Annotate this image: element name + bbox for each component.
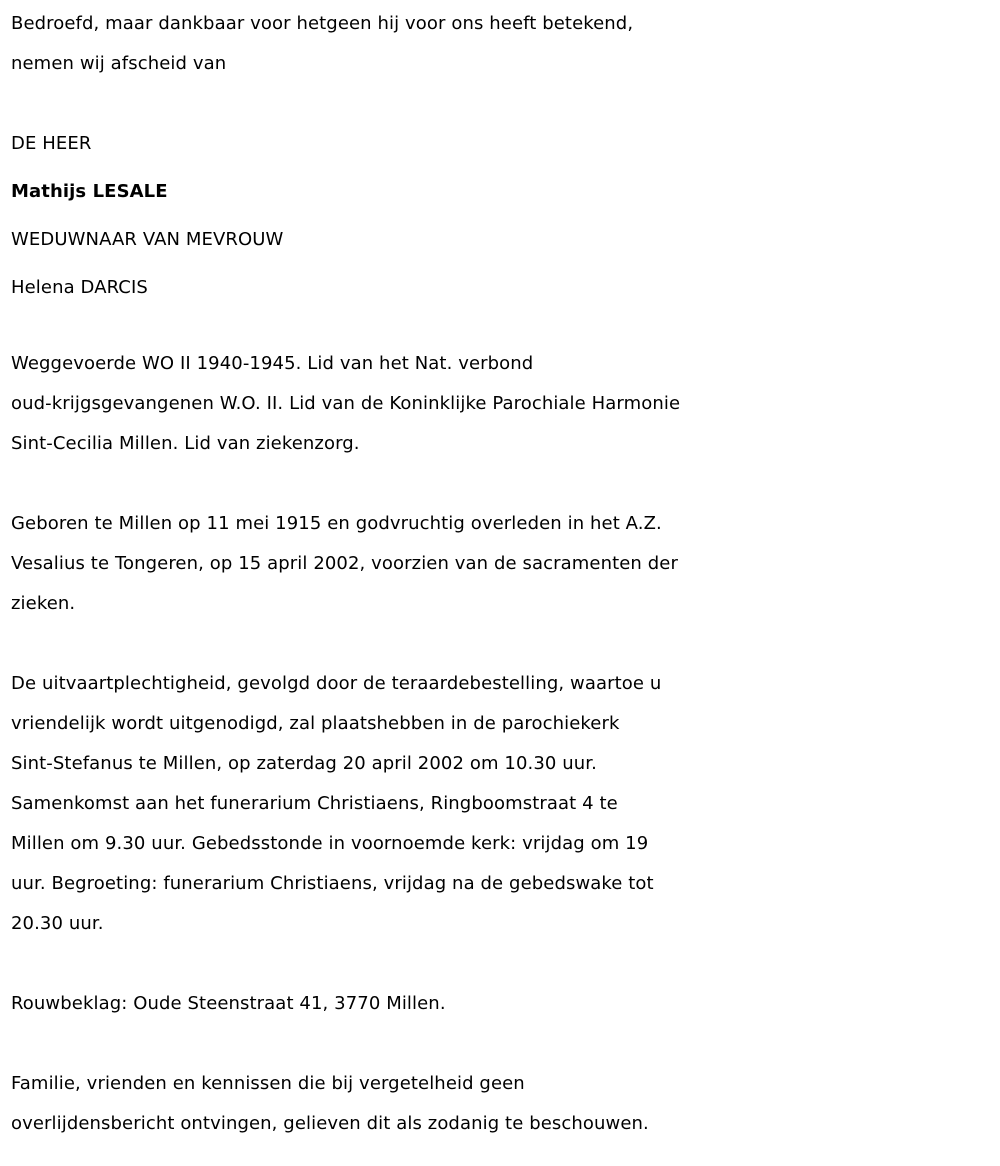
text-line: zieken. bbox=[11, 593, 76, 614]
birth-death-paragraph bbox=[11, 504, 995, 624]
text-line: Familie, vrienden en kennissen die bij vergetelheid geen bbox=[11, 1073, 525, 1094]
title-prefix: DE HEER bbox=[11, 133, 92, 154]
text-line: Millen om 9.30 uur. Gebedsstonde in voornoemde kerk: vrijdag om 19 bbox=[11, 833, 649, 854]
deceased-name: Mathijs LESALE bbox=[11, 181, 168, 202]
spouse-name: Helena DARCIS bbox=[11, 277, 148, 298]
text-line: Samenkomst aan het funerarium Christiaens, Ringboomstraat 4 te bbox=[11, 793, 618, 814]
text-line: Vesalius te Tongeren, op 15 april 2002, voorzien van de sacramenten der bbox=[11, 553, 678, 574]
relation-label: WEDUWNAAR VAN MEVROUW bbox=[11, 229, 284, 250]
text-line: Sint-Stefanus te Millen, op zaterdag 20 april 2002 om 10.30 uur. bbox=[11, 753, 597, 774]
text-line: oud-krijgsgevangenen W.O. II. Lid van de Koninklijke Parochiale Harmonie bbox=[11, 393, 681, 414]
text-line: Geboren te Millen op 11 mei 1915 en godvruchtig overleden in het A.Z. bbox=[11, 513, 662, 534]
condolences-paragraph bbox=[11, 984, 995, 1024]
intro-paragraph bbox=[11, 4, 995, 84]
text-line: overlijdensbericht ontvingen, gelieven dit als zodanig te beschouwen. bbox=[11, 1113, 649, 1134]
text-line: vriendelijk wordt uitgenodigd, zal plaatshebben in de parochiekerk bbox=[11, 713, 620, 734]
text-line: Rouwbeklag: Oude Steenstraat 41, 3770 Millen. bbox=[11, 993, 446, 1014]
memberships-paragraph bbox=[11, 344, 995, 464]
text-line: De uitvaartplechtigheid, gevolgd door de teraardebestelling, waartoe u bbox=[11, 673, 662, 694]
notice-paragraph bbox=[11, 1064, 995, 1144]
text-line: uur. Begroeting: funerarium Christiaens, vrijdag na de gebedswake tot bbox=[11, 873, 654, 894]
funeral-paragraph bbox=[11, 664, 995, 944]
obituary-document bbox=[11, 4, 995, 1144]
text-line: Weggevoerde WO II 1940-1945. Lid van het Nat. verbond bbox=[11, 353, 534, 374]
text-line: nemen wij afscheid van bbox=[11, 53, 227, 74]
deceased-heading bbox=[11, 120, 995, 312]
text-line: Bedroefd, maar dankbaar voor hetgeen hij voor ons heeft betekend, bbox=[11, 13, 634, 34]
text-line: Sint-Cecilia Millen. Lid van ziekenzorg. bbox=[11, 433, 360, 454]
text-line: 20.30 uur. bbox=[11, 913, 104, 934]
